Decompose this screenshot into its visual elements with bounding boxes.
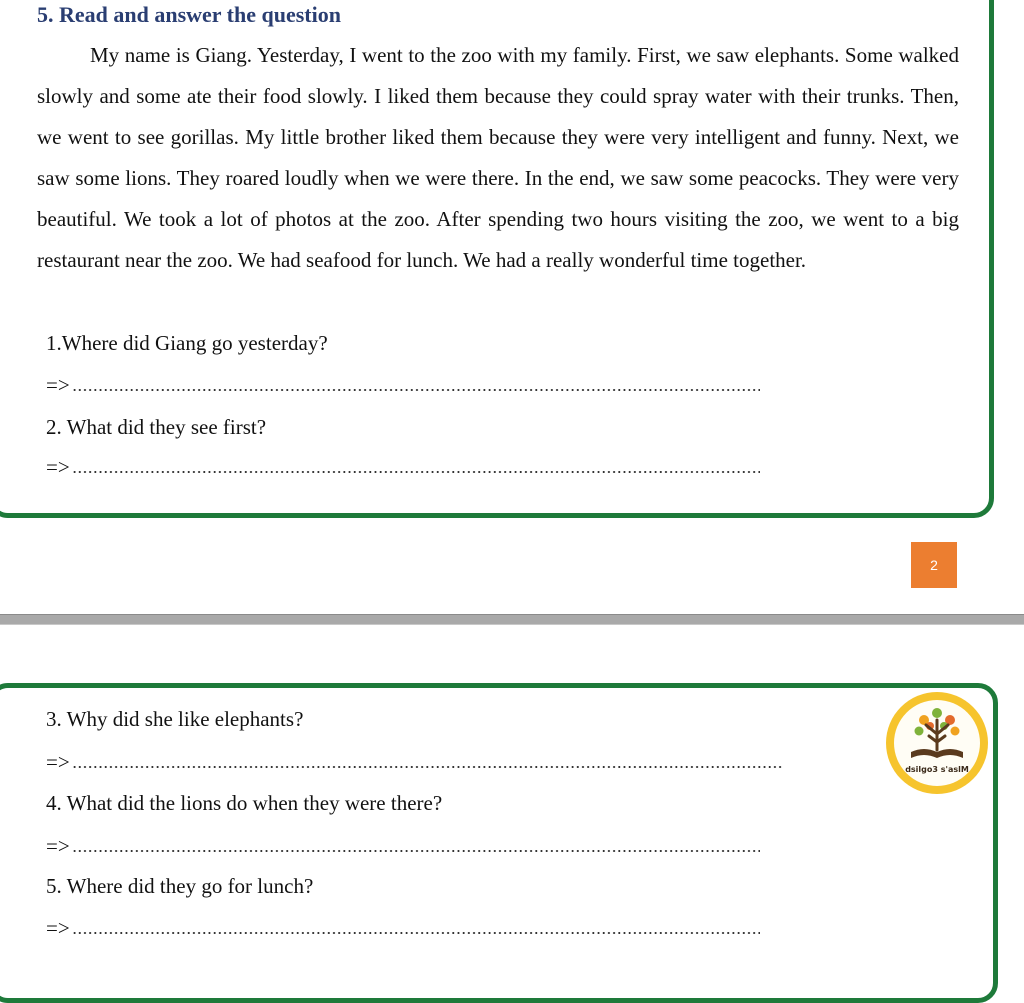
answer-line-1[interactable] (46, 373, 760, 398)
logo-badge (884, 690, 990, 796)
answer-prefix: => (46, 834, 70, 858)
question-3: 3. Why did she like elephants? (46, 707, 304, 731)
reading-passage: My name is Giang. Yesterday, I went to the zoo with my family. First, we saw elephants. Some walked slowly and some ate their food slowly. I liked them because they could spray water with their trunks. Then, we went to see gorillas. My little brother liked them because they were very intelligent and funny. Next, we saw some lions. They roared loudly when we were there. In the end, we saw some peacocks. They were very beautiful. We took a lot of photos at the zoo. After spending two hours visiting the zoo, we went to a big restaurant near the zoo. We had seafood for lunch. We had a really wonderful time together. (37, 43, 959, 272)
dotted-answer-line[interactable] (72, 380, 760, 392)
page-number-badge: 2 (911, 542, 957, 588)
answer-line-2[interactable] (46, 455, 760, 480)
dotted-answer-line[interactable] (72, 923, 760, 935)
answer-prefix: => (46, 750, 70, 774)
answer-prefix: => (46, 916, 70, 940)
question-5: 5. Where did they go for lunch? (46, 874, 314, 898)
exercise-heading: 5. Read and answer the question (37, 2, 341, 27)
answer-line-3[interactable] (46, 750, 784, 775)
tree-book-logo-icon (884, 690, 990, 796)
question-1: 1.Where did Giang go yesterday? (46, 331, 328, 355)
dotted-answer-line[interactable] (72, 462, 760, 474)
answer-prefix: => (46, 455, 70, 479)
dotted-answer-line[interactable] (72, 841, 760, 853)
question-4: 4. What did the lions do when they were there? (46, 791, 443, 815)
answer-line-5[interactable] (46, 916, 760, 941)
answer-prefix: => (46, 373, 70, 397)
page-separator (0, 614, 1024, 625)
dotted-answer-line[interactable] (72, 757, 784, 769)
logo-caption: dsilgo3 s'aslM (905, 765, 969, 774)
answer-line-4[interactable] (46, 834, 760, 859)
question-2: 2. What did they see first? (46, 415, 267, 439)
